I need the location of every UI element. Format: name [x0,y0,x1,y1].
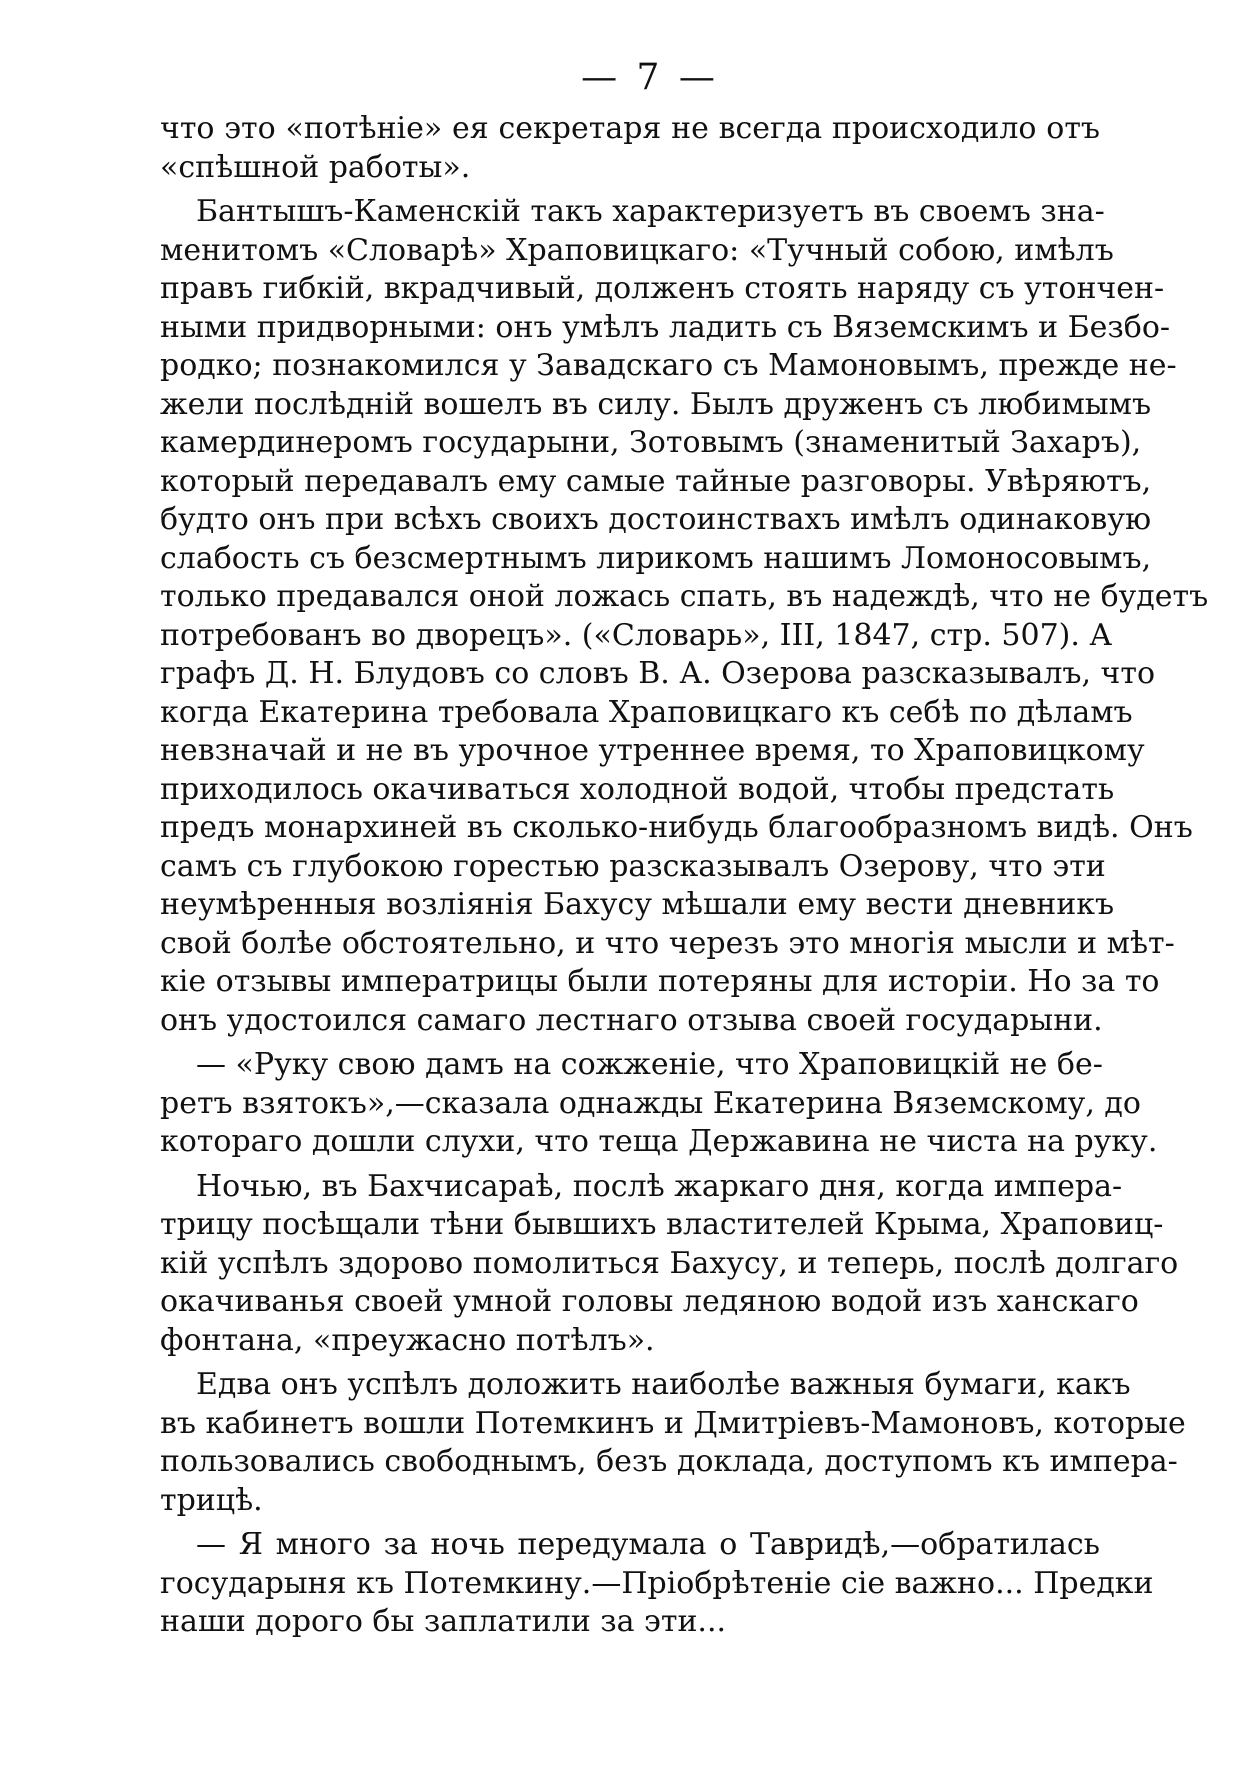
text-line: наши дорого бы заплатили за эти... [160,1604,727,1639]
text-line: Едва онъ успѣлъ доложить наиболѣе важныя бумаги, какъ [196,1367,1131,1402]
text-line: который передавалъ ему самые тайные разговоры. Увѣряютъ, [160,463,1152,499]
text-line: менитомъ «Словарѣ» Храповицкаго: «Тучный собою, имѣлъ [160,232,1114,268]
text-line: предъ монархиней въ сколько-нибудь благообразномъ видѣ. Онъ [160,810,1193,845]
text-line: потребованъ во дворецъ». («Словарь», III, 1847, стр. 507). А [160,617,1113,653]
text-line: пользовались свободнымъ, безъ доклада, доступомъ къ импера- [160,1444,1178,1479]
text-line: государыня къ Потемкину.—Пріобрѣтеніе сіе важно... Предки [160,1565,1154,1601]
paragraph [160,1046,1158,1162]
paragraph [160,110,1100,187]
text-line: Ночью, въ Бахчисараѣ, послѣ жаркаго дня, когда импера- [196,1168,1123,1204]
book-page [160,48,1209,1748]
text-line: слабость съ безсмертнымъ лирикомъ нашимъ Ломоносовымъ, [160,540,1152,576]
text-line: Бантышъ-Каменскій такъ характеризуетъ въ своемъ зна- [196,194,1105,229]
text-line: когда Екатерина требовала Храповицкаго къ себѣ по дѣламъ [160,694,1133,730]
text-line: онъ удостоился самаго лестнаго отзыва своей государыни. [160,1002,1103,1038]
text-line: въ кабинетъ вошли Потемкинъ и Дмитріевъ-Мамоновъ, которые [160,1405,1186,1441]
text-line: ретъ взятокъ»,—сказала однажды Екатерина Вяземскому, до [160,1085,1141,1121]
text-line: свой болѣе обстоятельно, и что черезъ это многія мысли и мѣт- [160,925,1175,961]
text-line: неумѣренныя возліянія Бахусу мѣшали ему вести дневникъ [160,887,1115,922]
text-line: самъ съ глубокою горестью разсказывалъ Озерову, что эти [160,848,1106,884]
text-line: «спѣшной работы». [160,149,471,185]
text-line: фонтана, «преужасно потѣлъ». [160,1322,655,1358]
text-line: камердинеромъ государыни, Зотовымъ (знаменитый Захаръ), [160,425,1142,460]
text-line: — Я много за ночь передумала о Тавридѣ,—обратилась [196,1527,1100,1562]
text-line: графъ Д. Н. Блудовъ со словъ В. А. Озерова разсказывалъ, что [160,656,1156,691]
paragraph [160,193,1209,1040]
text-line: кіе отзывы императрицы были потеряны для исторіи. Но за то [160,964,1160,999]
text-line: трицѣ. [160,1482,263,1518]
text-line: только предавался оной ложась спать, въ надеждѣ, что не будетъ [160,579,1209,614]
text-line: трицу посѣщали тѣни бывшихъ властителей Крыма, Храповиц- [160,1207,1164,1242]
text-line: правъ гибкій, вкрадчивый, долженъ стоять наряду съ утончен- [160,271,1165,306]
text-line: ными придворными: онъ умѣлъ ладить съ Вяземскимъ и Безбо- [160,309,1171,345]
text-line: кій успѣлъ здорово помолиться Бахусу, и теперь, послѣ долгаго [160,1245,1179,1281]
text-line: окачиванья своей умной головы ледяною водой изъ ханскаго [160,1284,1139,1319]
text-body [160,110,1209,1642]
text-line: что это «потѣніе» ея секретаря не всегда происходило отъ [160,111,1100,146]
paragraph [160,1168,1179,1361]
text-line: котораго дошли слухи, что теща Державина не чиста на руку. [160,1124,1158,1159]
text-line: жели послѣдній вошелъ въ силу. Былъ друженъ съ любимымъ [160,386,1152,422]
paragraph [160,1366,1186,1520]
text-line: будто онъ при всѣхъ своихъ достоинствахъ имѣлъ одинаковую [160,502,1152,537]
page-number: — 7 — [581,57,719,98]
text-line: невзначай и не въ урочное утреннее время, то Храповицкому [160,733,1145,768]
text-line: приходилось окачиваться холодной водой, чтобы предстать [160,771,1115,807]
paragraph [160,1526,1154,1642]
text-line: родко; познакомился у Завадскаго съ Мамоновымъ, прежде не- [160,348,1177,383]
text-line: — «Руку свою дамъ на сожженіе, что Храповицкій не бе- [196,1047,1103,1082]
